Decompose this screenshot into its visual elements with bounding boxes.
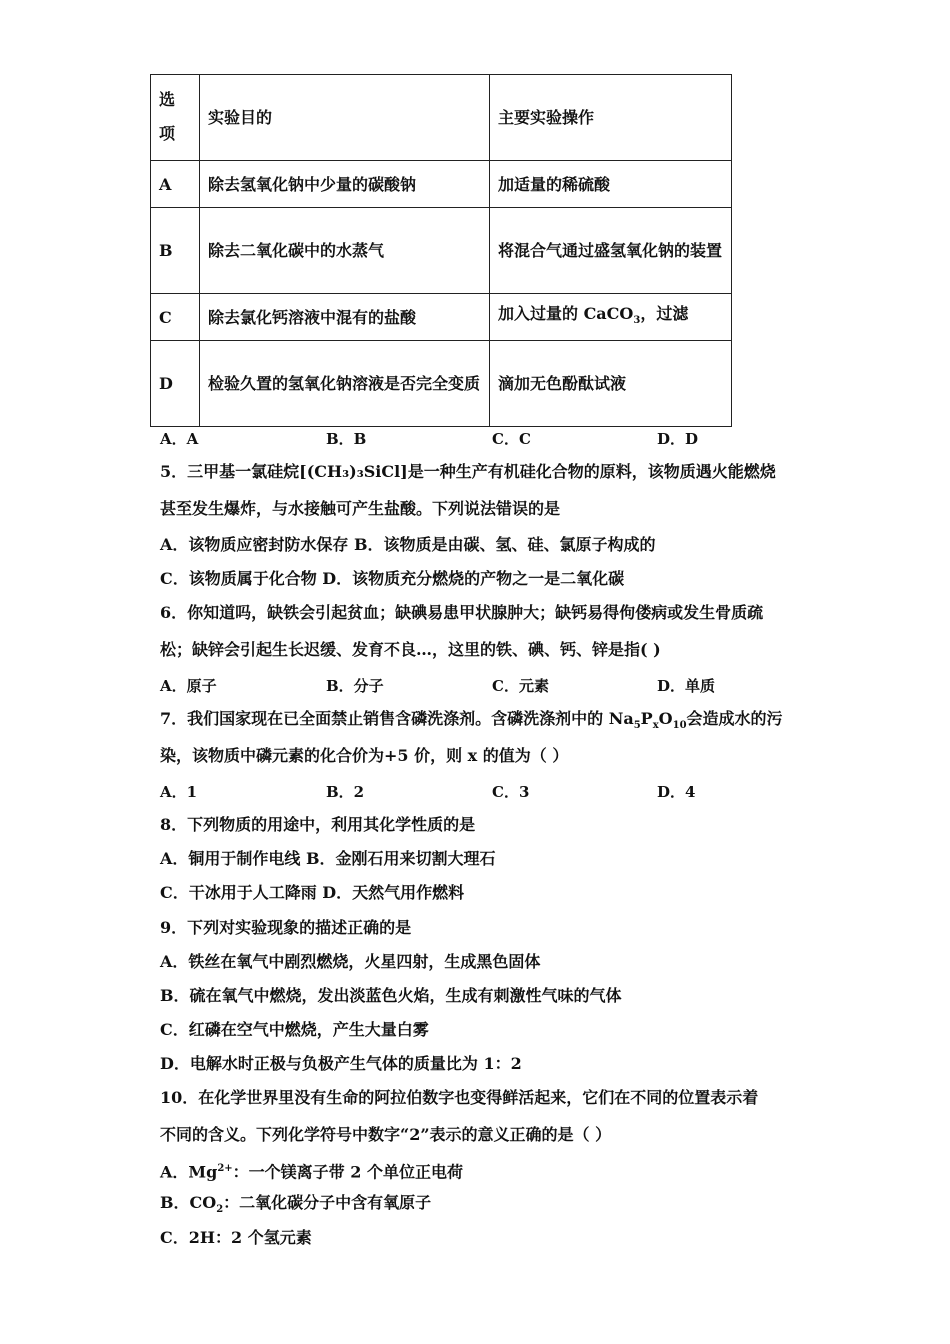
q10-a-sup: 2+ [217,1163,233,1174]
q9-option-d: D．电解水时正极与负极产生气体的质量比为 1：2 [160,1054,522,1073]
q5-line1: 5．三甲基一氯硅烷[(CH₃)₃SiCl]是一种生产有机硅化合物的原料，该物质遇火能燃烧 [160,462,776,481]
q5-line4: C．该物质属于化合物 D．该物质充分燃烧的产物之一是二氧化碳 [160,569,625,588]
q10-line1: 10．在化学世界里没有生命的阿拉伯数字也变得鲜活起来，它们在不同的位置表示着 [160,1088,759,1107]
header-operation: 主要实验操作 [490,75,732,161]
q6-option-b: B．分子 [326,677,384,695]
q4-option-d: D．D [657,430,699,448]
q7-line2: 染，该物质中磷元素的化合价为+5 价，则 x 的值为（ ） [160,746,569,765]
q4-option-a: A．A [160,430,199,448]
q6-line2: 松；缺锌会引起生长迟缓、发育不良…，这里的铁、碘、钙、锌是指( ) [160,640,661,659]
q5-line2: 甚至发生爆炸，与水接触可产生盐酸。下列说法错误的是 [160,499,561,518]
q4-option-c: C．C [492,430,531,448]
q9-option-c: C．红磷在空气中燃烧，产生大量白雾 [160,1020,429,1039]
q10-option-b [160,1193,431,1220]
experiment-table [150,74,732,427]
q9-line1: 9．下列对实验现象的描述正确的是 [160,918,412,937]
q7-option-b: B．2 [326,783,365,801]
q10-b-prefix: B．CO [160,1193,217,1212]
table-row [151,161,732,208]
q4-option-b: B．B [326,430,367,448]
q8-line2: A．铜用于制作电线 B．金刚石用来切割大理石 [160,849,496,868]
row-option: B [151,208,200,294]
q8-line1: 8．下列物质的用途中，利用其化学性质的是 [160,815,476,834]
q6-option-d: D．单质 [657,677,716,695]
row-option: C [151,294,200,341]
row-purpose: 除去氯化钙溶液中混有的盐酸 [200,294,490,341]
q7-sub-o: 10 [672,720,687,732]
q7-line1 [160,709,783,736]
q7-o: O [658,709,673,728]
row-operation: 将混合气通过盛氢氧化钠的装置 [490,208,732,294]
row-option: D [151,341,200,427]
q9-option-b: B．硫在氧气中燃烧，发出淡蓝色火焰，生成有刺激性气味的气体 [160,986,622,1005]
row-option: A [151,161,200,208]
q7-line1-suffix: 会造成水的污 [686,709,783,728]
q10-b-suffix: ：二氧化碳分子中含有氧原子 [223,1193,432,1212]
q10-b-sub: 2 [216,1204,224,1216]
q7-line1-prefix: 7．我们国家现在已全面禁止销售含磷洗涤剂。含磷洗涤剂中的 Na [160,709,634,728]
q5-line3: A．该物质应密封防水保存 B．该物质是由碳、氢、硅、氯原子构成的 [160,535,656,554]
q7-sub-na: 5 [633,720,641,732]
q7-sub-x: x [652,720,659,732]
header-purpose: 实验目的 [200,75,490,161]
q6-option-a: A．原子 [160,677,217,695]
q7-option-a: A．1 [160,783,198,801]
row-operation: 滴加无色酚酞试液 [490,341,732,427]
q10-option-a [160,1159,463,1182]
table-header-row [151,75,732,161]
q6-option-c: C．元素 [492,677,549,695]
q8-line3: C．干冰用于人工降雨 D．天然气用作燃料 [160,883,465,902]
row-purpose: 除去氢氧化钠中少量的碳酸钠 [200,161,490,208]
q7-p: P [640,709,653,728]
header-option [151,75,200,161]
q10-a-prefix: A．Mg [160,1162,218,1182]
q6-line1: 6．你知道吗，缺铁会引起贫血；缺碘易患甲状腺肿大；缺钙易得佝偻病或发生骨质疏 [160,603,764,622]
q7-option-d: D．4 [657,783,696,801]
q10-line2: 不同的含义。下列化学符号中数字“2”表示的意义正确的是（ ） [160,1125,612,1144]
table-row [151,294,732,341]
table-row [151,208,732,294]
q10-option-c: C．2H：2 个氢元素 [160,1228,312,1247]
row-purpose: 检验久置的氢氧化钠溶液是否完全变质 [200,341,490,427]
q7-option-c: C．3 [492,783,530,801]
header-option-text: 选项 [159,90,176,143]
row-purpose: 除去二氧化碳中的水蒸气 [200,208,490,294]
caco3-suffix: ，过滤 [640,303,689,323]
caco3-sub: 3 [633,315,641,327]
table-row [151,341,732,427]
row-operation: 加适量的稀硫酸 [490,161,732,208]
caco3-prefix: 加入过量的 CaCO [498,303,634,323]
q9-option-a: A．铁丝在氧气中剧烈燃烧，火星四射，生成黑色固体 [160,952,541,971]
row-operation [490,294,732,341]
q10-a-suffix: ：一个镁离子带 2 个单位正电荷 [232,1162,463,1182]
